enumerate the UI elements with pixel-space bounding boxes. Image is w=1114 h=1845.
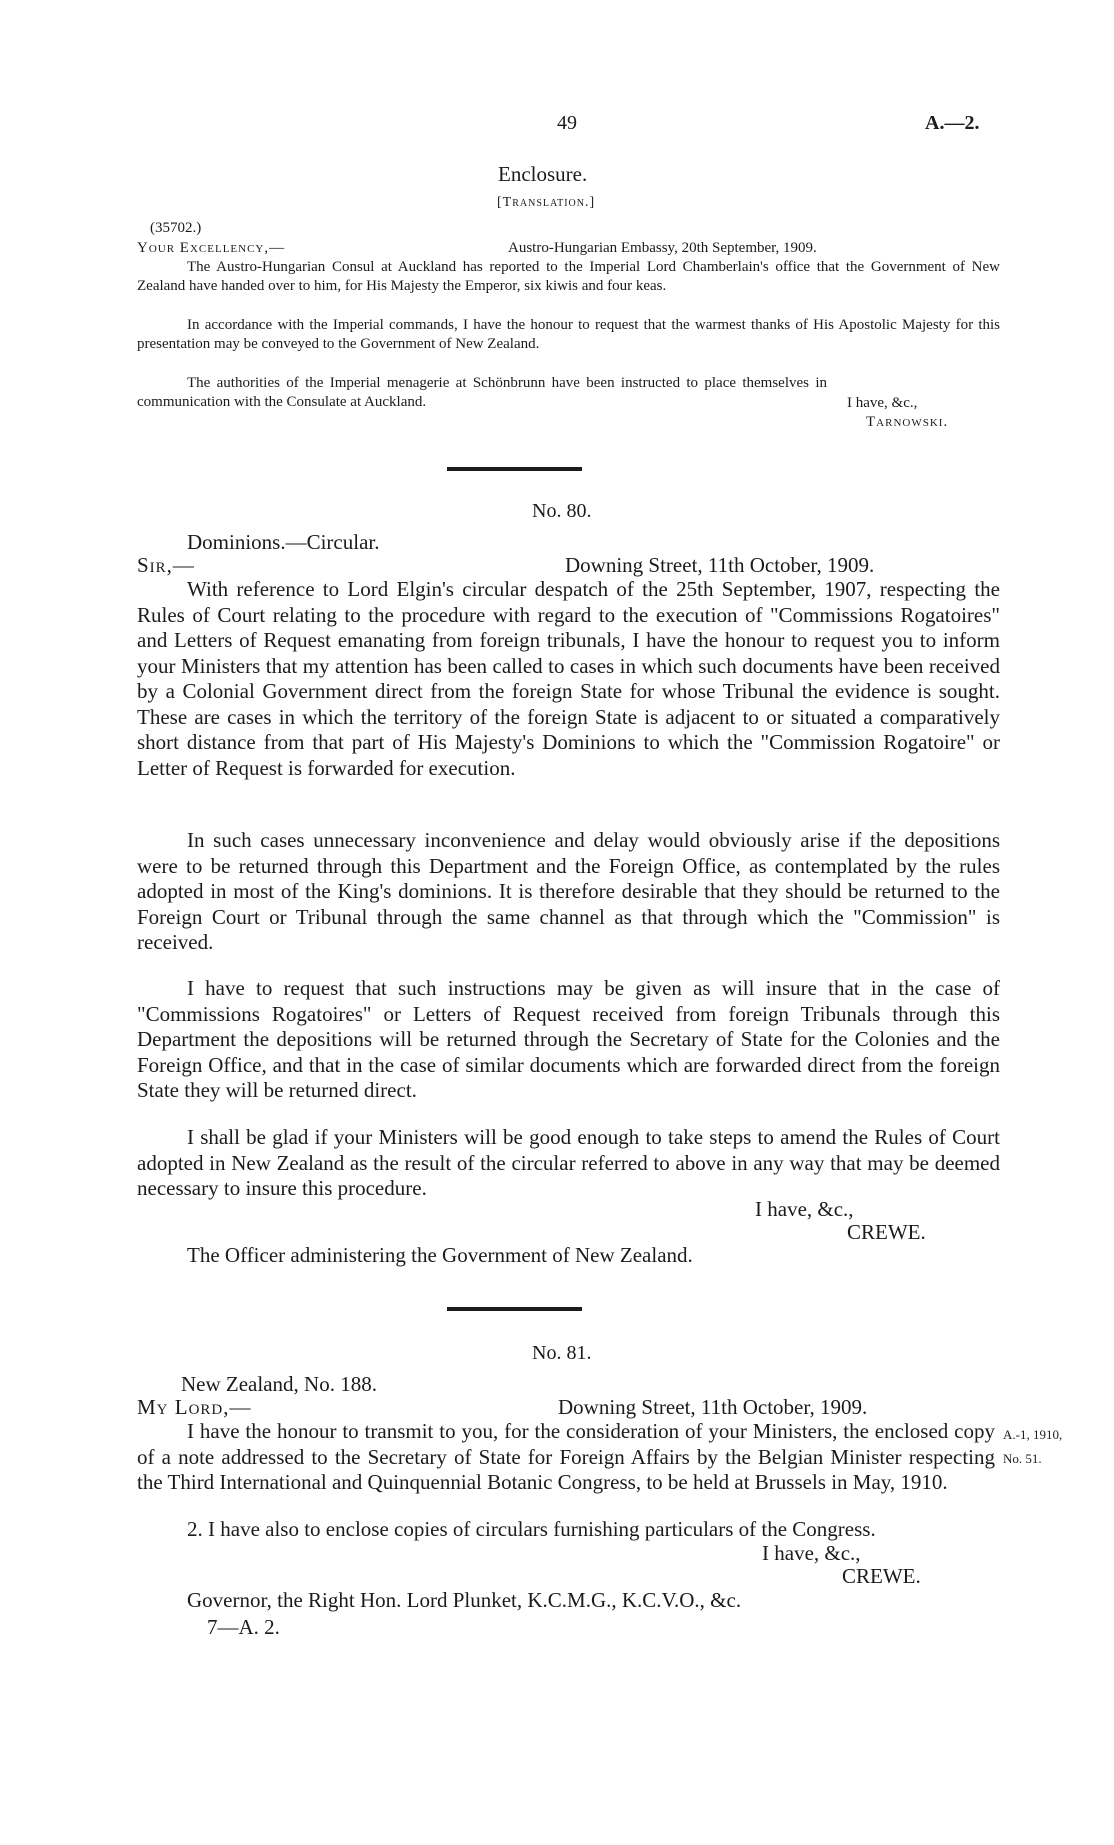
letter-closing: I have, &c.,: [762, 1541, 861, 1565]
letter-closing: I have, &c.,: [755, 1197, 854, 1221]
letter-address-date: Downing Street, 11th October, 1909.: [558, 1395, 868, 1419]
letter-signature: CREWE.: [847, 1220, 926, 1244]
letter-paragraph: I have to request that such instructions may be given as will insure that in the case of "Commissions Rogatoires" or Letters of Request received from foreign Tribunals through this Department the depositions will be returned through the Secretary of State for the Colonies and the Foreign Office, and that in the case of similar documents which are forwarded direct from the foreign State they will be returned direct.: [137, 976, 1000, 1102]
letter-number: No. 81.: [532, 1342, 592, 1364]
enclosure-title: Enclosure.: [498, 162, 588, 186]
enclosure-salutation: Your Excellency,—: [137, 240, 286, 256]
letter-salutation: Sir,—: [137, 553, 195, 577]
letter-number: No. 80.: [532, 500, 592, 522]
letter-paragraph: I have the honour to transmit to you, for the consideration of your Ministers, the enclosed copy of a note addressed to the Secretary of State for Foreign Affairs by the Belgian Minister respecting the Third International and Quinquennial Botanic Congress, to be held at Brussels in May, 1910.: [137, 1419, 995, 1494]
letter-paragraph: I shall be glad if your Ministers will be good enough to take steps to amend the Rules of Court adopted in New Zealand as the result of the circular referred to above in any way that may be deemed necessary to insure this procedure.: [137, 1125, 1000, 1200]
section-divider: [447, 1307, 582, 1311]
letter-salutation: My Lord,—: [137, 1395, 252, 1419]
file-number: (35702.): [150, 220, 202, 236]
margin-reference: A.-1, 1910,: [1003, 1427, 1063, 1442]
section-divider: [447, 467, 582, 471]
enclosure-paragraph: The authorities of the Imperial menagerie at Schönbrunn have been instructed to place themselves in communication with the Consulate at Auckland.: [137, 375, 827, 410]
letter-heading: New Zealand, No. 188.: [181, 1372, 377, 1396]
letter-signature: CREWE.: [842, 1564, 921, 1588]
enclosure-closing: I have, &c.,: [847, 395, 918, 411]
signature-mark: 7—A. 2.: [207, 1615, 280, 1639]
letter-addressee: The Officer administering the Government of New Zealand.: [187, 1243, 693, 1267]
letter-addressee: Governor, the Right Hon. Lord Plunket, K.C.M.G., K.C.V.O., &c.: [187, 1588, 742, 1612]
document-reference: A.—2.: [925, 112, 980, 134]
enclosure-paragraph: In accordance with the Imperial commands, I have the honour to request that the warmest thanks of His Apostolic Majesty for this presentation may be conveyed to the Government of New Zealand.: [137, 317, 1000, 352]
enclosure-signature: Tarnowski.: [866, 414, 949, 430]
letter-address-date: Downing Street, 11th October, 1909.: [565, 553, 875, 577]
enclosure-paragraph: The Austro-Hungarian Consul at Auckland has reported to the Imperial Lord Chamberlain's office that the Government of New Zealand have handed over to him, for His Majesty the Emperor, six kiwis and four keas.: [137, 259, 1000, 294]
margin-reference: No. 51.: [1003, 1451, 1042, 1466]
letter-paragraph: 2. I have also to enclose copies of circulars furnishing particulars of the Congress.: [187, 1517, 876, 1541]
letter-heading: Dominions.—Circular.: [187, 530, 380, 554]
page-number: 49: [557, 112, 577, 134]
letter-paragraph: In such cases unnecessary inconvenience and delay would obviously arise if the depositions were to be returned through this Department and the Foreign Office, as contemplated by the rules adopted in most of the King's dominions. It is therefore desirable that they should be returned to the Foreign Court or Tribunal through the same channel as that through which the "Commission" is received.: [137, 828, 1000, 954]
translation-note: [Translation.]: [497, 195, 596, 210]
letter-paragraph: With reference to Lord Elgin's circular despatch of the 25th September, 1907, respecting the Rules of Court relating to the procedure with regard to the execution of "Commissions Rogatoires" and Letters of Request emanating from foreign tribunals, I have the honour to request you to inform your Ministers that my attention has been called to cases in which such documents have been received by a Colonial Government direct from the foreign State for whose Tribunal the evidence is sought. These are cases in which the territory of the foreign State is adjacent to or situated a comparatively short distance from that part of His Majesty's Dominions to which the "Commission Rogatoire" or Letter of Request is forwarded for execution.: [137, 577, 1000, 780]
enclosure-address-date: Austro-Hungarian Embassy, 20th September, 1909.: [508, 240, 817, 256]
